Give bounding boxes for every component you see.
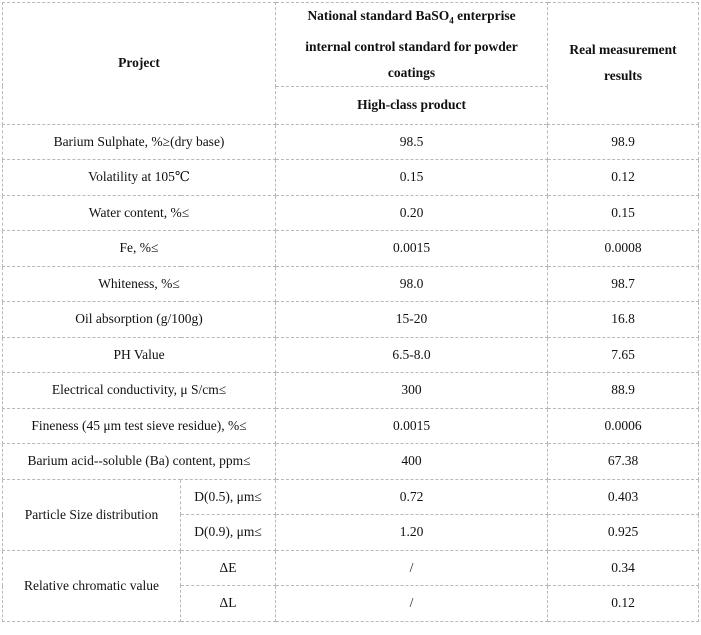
row-standard: 98.0	[276, 266, 548, 302]
row-measured: 0.0008	[548, 231, 699, 267]
row-measured: 16.8	[548, 302, 699, 338]
table-row	[3, 408, 699, 444]
chromatic-row-de	[3, 550, 699, 586]
header-row	[3, 3, 699, 87]
particle-d05-standard: 0.72	[276, 479, 548, 515]
row-measured: 88.9	[548, 373, 699, 409]
table-row	[3, 302, 699, 338]
particle-d09-standard: 1.20	[276, 515, 548, 551]
row-standard: 300	[276, 373, 548, 409]
table-row	[3, 444, 699, 480]
table-row	[3, 266, 699, 302]
row-standard: 0.15	[276, 160, 548, 196]
chromatic-dl-sub: ΔL	[181, 586, 276, 622]
row-item: Whiteness, %≤	[3, 266, 276, 302]
row-standard: 0.0015	[276, 231, 548, 267]
table-row	[3, 124, 699, 160]
row-item: Volatility at 105℃	[3, 160, 276, 196]
row-standard: 0.20	[276, 195, 548, 231]
row-standard: 15-20	[276, 302, 548, 338]
header-standard-line1: National standard BaSO$_4$ enterprise	[307, 8, 516, 26]
chromatic-de-sub: ΔE	[181, 550, 276, 586]
table-row	[3, 231, 699, 267]
header-measured: Real measurement results	[548, 3, 699, 125]
table-row	[3, 337, 699, 373]
row-measured: 0.12	[548, 160, 699, 196]
row-item: PH Value	[3, 337, 276, 373]
row-item: Fineness (45 μm test sieve residue), %≤	[3, 408, 276, 444]
particle-label: Particle Size distribution	[3, 479, 181, 550]
row-standard: 6.5-8.0	[276, 337, 548, 373]
row-item: Barium Sulphate, %≥(dry base)	[3, 124, 276, 160]
row-measured: 0.15	[548, 195, 699, 231]
header-grade: High-class product	[276, 86, 548, 124]
chromatic-de-measured: 0.34	[548, 550, 699, 586]
specification-table	[2, 2, 699, 622]
particle-row-d05	[3, 479, 699, 515]
chromatic-de-standard: /	[276, 550, 548, 586]
header-standard-line3: coatings	[387, 64, 436, 80]
row-item: Water content, %≤	[3, 195, 276, 231]
row-item: Electrical conductivity, μ S/cm≤	[3, 373, 276, 409]
row-measured: 67.38	[548, 444, 699, 480]
row-item: Fe, %≤	[3, 231, 276, 267]
header-standard-line2: internal control standard for powder	[305, 38, 518, 54]
chromatic-label: Relative chromatic value	[3, 550, 181, 621]
row-standard: 98.5	[276, 124, 548, 160]
header-standard	[276, 3, 548, 87]
row-standard: 400	[276, 444, 548, 480]
particle-d09-sub: D(0.9), μm≤	[181, 515, 276, 551]
particle-d05-sub: D(0.5), μm≤	[181, 479, 276, 515]
particle-d09-measured: 0.925	[548, 515, 699, 551]
table-row	[3, 160, 699, 196]
row-measured: 0.0006	[548, 408, 699, 444]
chromatic-dl-measured: 0.12	[548, 586, 699, 622]
row-measured: 98.7	[548, 266, 699, 302]
chromatic-dl-standard: /	[276, 586, 548, 622]
row-measured: 7.65	[548, 337, 699, 373]
table-row	[3, 373, 699, 409]
header-project: Project	[3, 3, 276, 125]
row-item: Barium acid--soluble (Ba) content, ppm≤	[3, 444, 276, 480]
particle-d05-measured: 0.403	[548, 479, 699, 515]
row-standard: 0.0015	[276, 408, 548, 444]
table-row	[3, 195, 699, 231]
row-item: Oil absorption (g/100g)	[3, 302, 276, 338]
row-measured: 98.9	[548, 124, 699, 160]
